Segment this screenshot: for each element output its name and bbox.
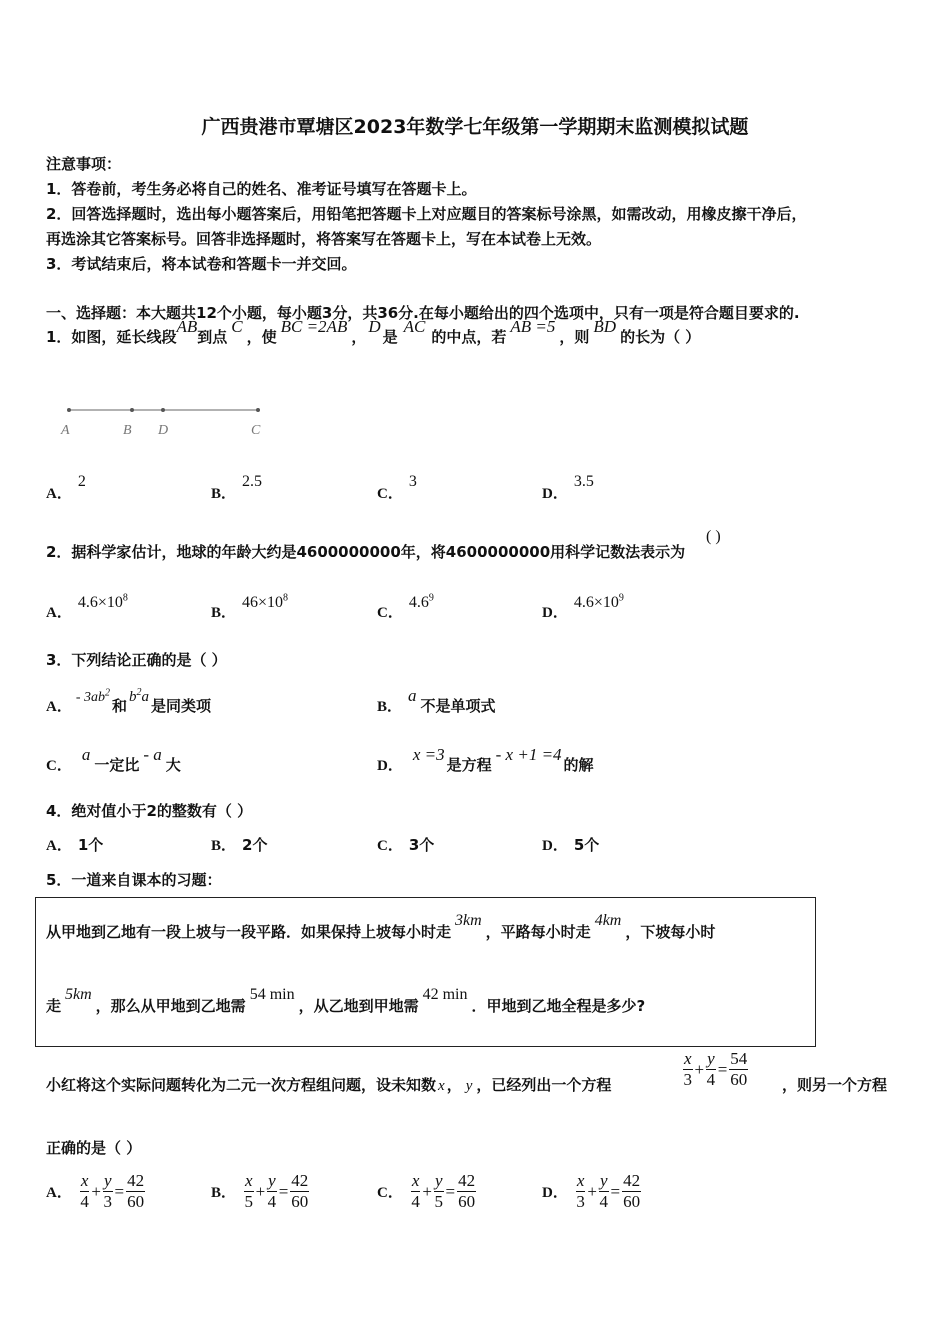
option-label: B．	[211, 486, 237, 502]
option-label: A．	[46, 838, 72, 854]
notes-heading: 注意事项：	[46, 155, 122, 173]
option-label: C．	[377, 605, 403, 621]
denominator: 5	[244, 1192, 254, 1211]
option-label: A．	[46, 699, 72, 715]
value-base: 46×10	[242, 594, 284, 611]
math-term: b	[129, 689, 137, 705]
equals-sign: =	[278, 1181, 289, 1201]
q5-option-c[interactable]	[377, 1171, 476, 1212]
numerator: 42	[458, 1171, 476, 1190]
equals-sign: =	[717, 1059, 728, 1079]
numerator: 42	[623, 1171, 641, 1190]
option-label: D．	[542, 605, 568, 621]
problem-text: ．甲地到乙地全程是多少?	[471, 997, 646, 1015]
note-3: 3．考试结束后，将本试卷和答题卡一并交回。	[46, 255, 357, 273]
plus-sign: +	[422, 1181, 432, 1201]
option-value	[78, 594, 128, 611]
q1-math: BD	[593, 317, 617, 336]
q1-option-b[interactable]	[211, 473, 263, 503]
q1-math: AC	[403, 317, 426, 336]
denominator: 60	[458, 1192, 476, 1211]
question-5: 5．一道来自课本的习题：	[46, 871, 222, 889]
answer-paren: ( )	[706, 528, 721, 545]
equals-sign: =	[610, 1181, 621, 1201]
fraction	[599, 1171, 609, 1212]
problem-line-1	[46, 912, 716, 942]
q1-text: ，	[351, 328, 367, 346]
q1-text: ，则	[559, 328, 590, 346]
denominator: 4	[80, 1192, 89, 1211]
option-label: C．	[46, 758, 72, 774]
option-label: A．	[46, 605, 72, 621]
q1-option-d[interactable]	[542, 473, 594, 503]
option-label: C．	[377, 838, 403, 854]
numerator: y	[707, 1049, 715, 1068]
problem-text: 走	[46, 997, 62, 1015]
q5-statement	[46, 1074, 611, 1095]
value-base: 4.6×10	[573, 594, 619, 611]
question-1	[46, 317, 701, 347]
q3-option-b[interactable]	[377, 686, 496, 716]
question-3: 3．下列结论正确的是（ ）	[46, 651, 227, 669]
option-value: 2	[77, 473, 86, 490]
q2-option-d[interactable]	[542, 592, 624, 622]
numerator: y	[268, 1171, 276, 1190]
problem-line-2	[46, 986, 646, 1016]
q3-math	[75, 687, 111, 705]
option-value: 5个	[573, 836, 600, 854]
problem-text: ，下坡每小时	[625, 923, 716, 941]
problem-math: 5km	[65, 986, 92, 1003]
option-label: C．	[377, 486, 403, 502]
value-base: 4.6	[408, 594, 429, 611]
option-value	[574, 594, 624, 611]
q1-text: 到点	[197, 328, 228, 346]
fraction	[434, 1171, 444, 1212]
equals-sign: =	[114, 1181, 125, 1201]
option-value: 3	[408, 473, 417, 490]
math-exponent: 2	[136, 687, 142, 698]
point-d	[161, 408, 165, 412]
section-1-heading: 一、选择题：本大题共12个小题，每小题3分，共36分.在每小题给出的四个选项中，只有一项是符合题目要求的.	[46, 304, 800, 322]
option-value: 3.5	[573, 473, 594, 490]
fraction	[411, 1171, 421, 1212]
plus-sign: +	[694, 1059, 705, 1079]
numerator: 42	[291, 1171, 309, 1190]
option-text: 和	[112, 697, 128, 715]
numerator: y	[103, 1171, 112, 1190]
numerator: x	[576, 1171, 585, 1190]
denominator: 60	[730, 1070, 748, 1089]
q1-text: ，使	[246, 328, 277, 346]
denominator: 4	[599, 1192, 608, 1211]
option-label: B．	[377, 699, 403, 715]
option-label: B．	[211, 605, 237, 621]
denominator: 60	[127, 1192, 145, 1211]
statement-text: ，已经列出一个方程	[476, 1076, 612, 1094]
option-value: 1个	[77, 836, 104, 854]
given-equation	[683, 1049, 748, 1090]
note-2b: 再选涂其它答案标号。回答非选择题时，将答案写在答题卡上，写在本试卷上无效。	[46, 230, 602, 248]
fraction	[103, 1171, 113, 1212]
page-title: 广西贵港市覃塘区2023年数学七年级第一学期期末监测模拟试题	[201, 116, 749, 138]
value-exponent: 8	[122, 592, 128, 604]
q4-option-d[interactable]	[542, 834, 599, 855]
option-text: 是同类项	[151, 697, 212, 715]
option-label: D．	[542, 1185, 568, 1201]
option-text: 大	[165, 756, 181, 774]
value-exponent: 8	[283, 592, 289, 604]
fraction	[576, 1171, 586, 1212]
problem-box	[35, 897, 816, 1047]
option-label: D．	[542, 838, 568, 854]
q2-option-b[interactable]	[211, 592, 289, 622]
numerator: y	[599, 1171, 608, 1190]
numerator: 42	[127, 1171, 145, 1190]
plus-sign: +	[255, 1181, 266, 1201]
option-text: 一定比	[94, 756, 140, 774]
q1-math: C	[231, 317, 243, 336]
option-label: D．	[377, 758, 403, 774]
option-value: 2个	[242, 836, 268, 854]
q4-option-b[interactable]	[211, 834, 267, 855]
q3-option-c[interactable]	[46, 745, 181, 775]
question-2: 2．据科学家估计，地球的年龄大约是4600000000年，将4600000000用科学记数法表示为	[46, 543, 686, 561]
var-y: y	[465, 1078, 473, 1094]
fraction	[267, 1171, 277, 1212]
q1-option-a[interactable]	[46, 473, 86, 503]
q3-math: x =3	[412, 745, 445, 764]
q1-math: AB =5	[510, 317, 556, 336]
q1-option-c[interactable]	[377, 473, 417, 503]
denominator: 4	[706, 1070, 716, 1089]
q1-math: BC =2AB	[280, 317, 348, 336]
denominator: 60	[291, 1192, 309, 1211]
point-c	[256, 408, 260, 412]
option-label: D．	[542, 486, 568, 502]
numerator: y	[434, 1171, 443, 1190]
q5-prompt: 正确的是（ ）	[46, 1139, 142, 1157]
q1-text: 的长为（ ）	[620, 328, 701, 346]
q1-text: 的中点，若	[431, 328, 507, 346]
option-label: A．	[46, 1185, 72, 1201]
option-label: B．	[211, 838, 237, 854]
math-exponent: 2	[105, 687, 111, 699]
q3-math: - a	[143, 745, 162, 764]
q4-option-c[interactable]	[377, 834, 434, 855]
label-c: C	[251, 423, 261, 438]
q2-option-c[interactable]	[377, 592, 434, 622]
point-a	[67, 408, 71, 412]
fraction	[290, 1171, 309, 1212]
option-label: B．	[211, 1185, 237, 1201]
option-value: 2.5	[242, 473, 263, 490]
denominator: 3	[103, 1192, 112, 1211]
fraction	[729, 1049, 748, 1090]
denominator: 4	[411, 1192, 420, 1211]
fraction	[683, 1049, 693, 1090]
problem-text: ，那么从甲地到乙地需	[95, 997, 246, 1015]
option-text: 是方程	[446, 756, 492, 774]
numerator: x	[411, 1171, 420, 1190]
numerator: x	[80, 1171, 89, 1190]
numerator: x	[245, 1171, 253, 1190]
option-label: C．	[377, 1185, 403, 1201]
fraction	[244, 1171, 254, 1212]
plus-sign: +	[91, 1181, 101, 1201]
statement-text: ，	[446, 1076, 462, 1094]
q1-math: D	[368, 317, 381, 336]
denominator: 3	[683, 1070, 693, 1089]
denominator: 4	[267, 1192, 277, 1211]
option-value: 3个	[408, 836, 435, 854]
q5-option-a[interactable]	[46, 1171, 145, 1212]
fraction	[706, 1049, 716, 1090]
q3-option-a[interactable]	[46, 687, 212, 716]
fraction	[80, 1171, 90, 1212]
math-term: - 3ab	[75, 690, 106, 705]
note-1: 1．答卷前，考生务必将自己的姓名、准考证号填写在答题卡上。	[46, 180, 477, 198]
problem-math: 42 min	[422, 986, 468, 1003]
q3-math: a	[81, 745, 91, 764]
option-text: 的解	[563, 756, 594, 774]
q3-option-d[interactable]	[377, 745, 594, 775]
math-term: a	[141, 689, 150, 705]
q3-math: a	[408, 686, 417, 705]
statement-text: 小红将这个实际问题转化为二元一次方程组问题，设未知数	[46, 1076, 437, 1094]
q1-text: 1．如图，延长线段	[46, 328, 177, 346]
problem-math: 54 min	[249, 986, 295, 1003]
equals-sign: =	[445, 1181, 456, 1201]
var-x: x	[438, 1078, 445, 1094]
label-b: B	[123, 423, 132, 438]
problem-math: 3km	[455, 912, 482, 929]
denominator: 3	[576, 1192, 585, 1211]
point-b	[130, 408, 134, 412]
fraction	[457, 1171, 476, 1212]
q3-math: - x +1 =4	[495, 745, 562, 764]
q2-option-a[interactable]	[46, 592, 128, 622]
option-value	[242, 594, 288, 611]
problem-text: ，平路每小时走	[485, 923, 591, 941]
q5-option-d[interactable]	[542, 1171, 641, 1212]
denominator: 60	[623, 1192, 641, 1211]
option-value	[409, 594, 434, 611]
q1-text: 是	[382, 328, 398, 346]
label-d: D	[158, 423, 169, 438]
numerator: x	[684, 1049, 692, 1068]
problem-text: ，从乙地到甲地需	[298, 997, 419, 1015]
numerator: 54	[730, 1049, 748, 1068]
option-text: 不是单项式	[420, 697, 496, 715]
q5-statement-tail: ，则另一个方程	[782, 1076, 888, 1094]
fraction	[622, 1171, 641, 1212]
value-exponent: 9	[618, 592, 624, 604]
problem-text: 从甲地到乙地有一段上坡与一段平路．如果保持上坡每小时走	[46, 923, 452, 941]
problem-math: 4km	[594, 912, 622, 929]
plus-sign: +	[587, 1181, 597, 1201]
value-base: 4.6×10	[77, 594, 123, 611]
q1-math: AB	[176, 317, 198, 336]
fraction	[126, 1171, 145, 1212]
q5-option-b[interactable]	[211, 1171, 309, 1212]
q4-option-a[interactable]	[46, 834, 103, 855]
option-label: A．	[46, 486, 72, 502]
question-4: 4．绝对值小于2的整数有（ ）	[46, 802, 253, 820]
q3-math	[129, 689, 149, 705]
note-2a: 2．回答选择题时，选出每小题答案后，用铅笔把答题卡上对应题目的答案标号涂黑，如需改动，用橡皮擦干净后，	[46, 205, 807, 223]
denominator: 5	[434, 1192, 443, 1211]
label-a: A	[61, 423, 70, 438]
segment-figure	[55, 398, 275, 440]
value-exponent: 9	[428, 592, 434, 604]
